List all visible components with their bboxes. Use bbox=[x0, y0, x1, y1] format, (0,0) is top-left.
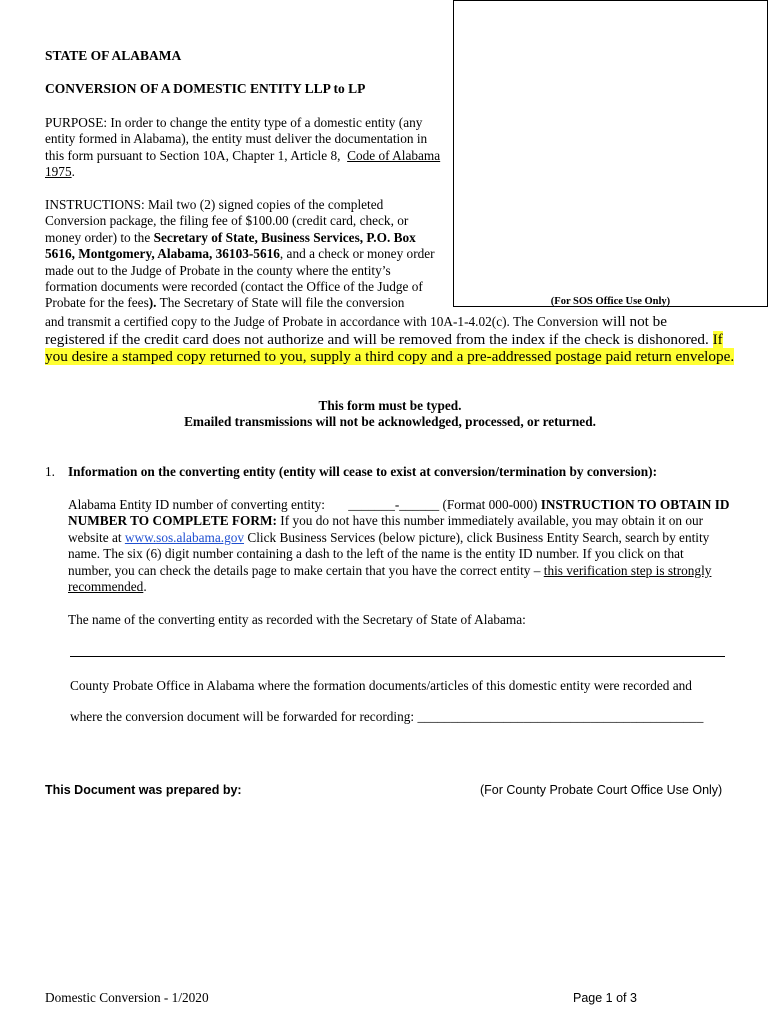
entity-name-prompt: The name of the converting entity as recorded with the Secretary of State of Alabama: bbox=[68, 612, 526, 627]
form-title: CONVERSION OF A DOMESTIC ENTITY LLP to LP bbox=[45, 81, 366, 96]
instructions-continued bbox=[45, 313, 735, 366]
county-probate-line-1: County Probate Office in Alabama where the formation documents/articles of this domestic entity were recorded and bbox=[70, 678, 692, 693]
mailing-address: Secretary of State, Business Services, P.O. Box 5616, Montgomery, Alabama, 36103-5616 bbox=[45, 229, 416, 262]
stamped-copy-highlight: If you desire a stamped copy returned to you, supply a third copy and a pre-addressed postage paid return envelope. bbox=[45, 330, 735, 365]
instructions-text-2: , and a check or money order made out to the Judge of Probate in the county where the entity’s formation documents were recorded (contact the Office of the Judge of Probate for the fees bbox=[45, 246, 435, 311]
instructions-text-2-end: ). bbox=[148, 295, 157, 311]
verification-note: this verification step is strongly recommended bbox=[68, 562, 712, 595]
probate-office-use-label: (For County Probate Court Office Use Only) bbox=[480, 783, 723, 797]
entity-id-text-1: If you do not have this number immediately available, you may obtain it on our website at bbox=[68, 513, 704, 545]
entity-id-format: (Format 000-000) bbox=[439, 497, 541, 512]
footer-form-id: Domestic Conversion - 1/2020 bbox=[45, 990, 209, 1005]
entity-id-label: Alabama Entity ID number of converting entity: bbox=[68, 497, 326, 512]
purpose-paragraph bbox=[45, 115, 445, 181]
entity-name-field[interactable] bbox=[70, 656, 725, 657]
section-number: 1. bbox=[45, 464, 55, 479]
notice-line-1: This form must be typed. bbox=[318, 398, 462, 413]
code-of-alabama-link[interactable]: Code of Alabama 1975 bbox=[45, 147, 441, 180]
instructions-paragraph bbox=[45, 197, 445, 312]
instructions-text-3: The Secretary of State will file the conversion bbox=[156, 295, 405, 311]
sos-office-use-box bbox=[453, 0, 768, 307]
footer-page-number: Page 1 of 3 bbox=[573, 991, 637, 1005]
state-heading: STATE OF ALABAMA bbox=[45, 48, 182, 63]
entity-id-field[interactable]: _______-______ bbox=[348, 497, 440, 512]
purpose-end: . bbox=[71, 164, 75, 180]
instructions-cont-2: registered if the credit card does not authorize and will be removed from the index if the check is dishonored. bbox=[45, 330, 713, 348]
county-probate-field[interactable]: ___________________________________________ bbox=[417, 709, 704, 724]
sos-website-link[interactable]: www.sos.alabama.gov bbox=[124, 529, 245, 545]
verification-end: . bbox=[143, 579, 147, 595]
sos-office-use-caption: (For SOS Office Use Only) bbox=[550, 296, 671, 307]
county-probate-line-2 bbox=[70, 709, 730, 725]
notice-line-2: Emailed transmissions will not be acknowledged, processed, or returned. bbox=[184, 414, 596, 430]
purpose-text: PURPOSE: In order to change the entity type of a domestic entity (any entity formed in Alabama), the entity must deliver the documentation in this form pursuant to Section 10A, Chapter 1, Article 8, bbox=[45, 115, 428, 163]
instructions-cont-1: and transmit a certified copy to the Judge of Probate in accordance with 10A-1-4.02(c). The Conversion bbox=[45, 314, 599, 329]
typed-form-notice bbox=[45, 398, 735, 431]
section-title: Information on the converting entity (entity will cease to exist at conversion/termination by conversion): bbox=[68, 464, 658, 479]
county-probate-label: where the conversion document will be forwarded for recording: bbox=[70, 709, 418, 724]
prepared-by-label: This Document was prepared by: bbox=[45, 783, 242, 797]
instructions-cont-1-big: will not be bbox=[598, 313, 668, 330]
instructions-text-1: INSTRUCTIONS: Mail two (2) signed copies of the completed Conversion package, the filing fee of $100.00 (credit card, check, or money order) to the bbox=[45, 197, 409, 245]
entity-id-instruction: INSTRUCTION TO OBTAIN ID NUMBER TO COMPLETE FORM: bbox=[68, 497, 730, 529]
entity-id-text-2: Click Business Services (below picture), click Business Entity Search, search by entity name. The six (6) digit number containing a dash to the left of the name is the entity ID number. If you click on that number, you can check the details page to make certain that you have the correct entity – bbox=[68, 529, 710, 578]
entity-id-paragraph bbox=[68, 497, 730, 595]
